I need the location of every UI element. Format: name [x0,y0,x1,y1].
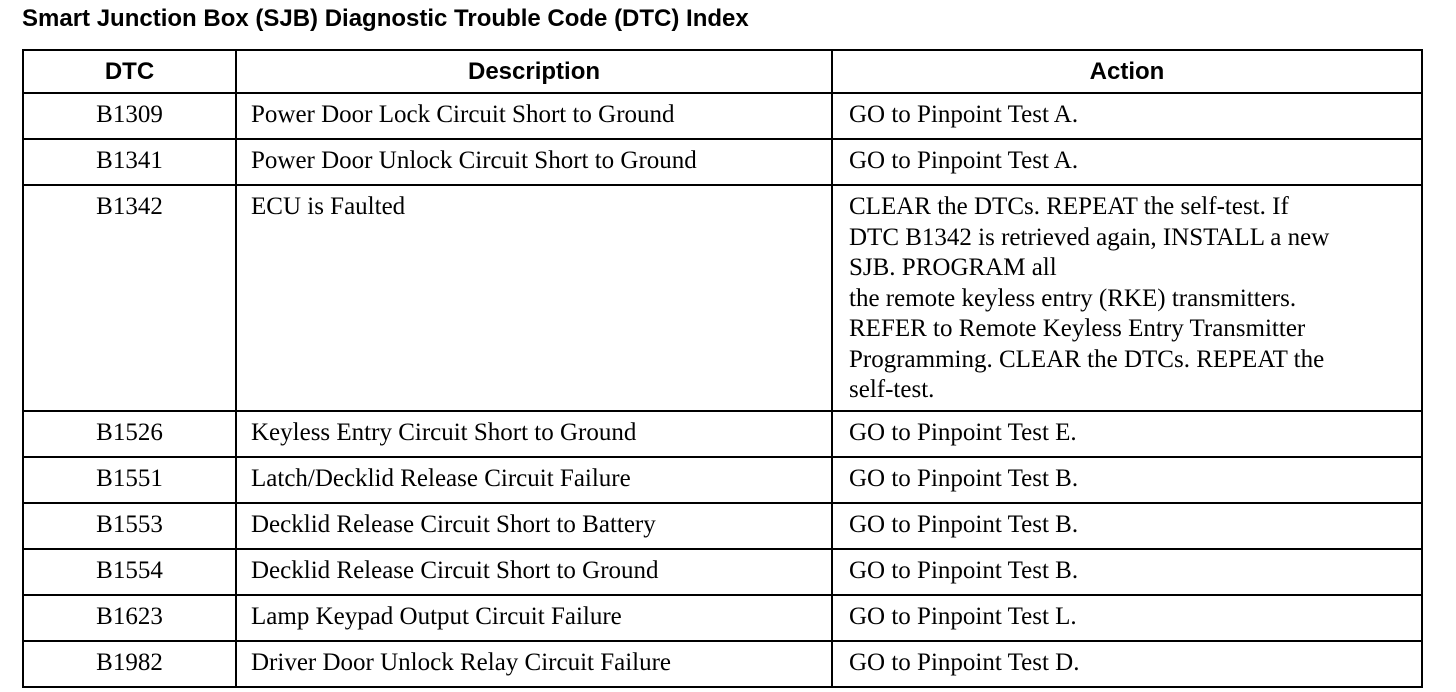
dtc-action: CLEAR the DTCs. REPEAT the self-test. If DTC B1342 is retrieved again, INSTALL a new SJB. PROGRAM all the remote keyless entry (RKE) transmitters. REFER to Remote Keyless Entry Transmitter Programming. CLEAR the DTCs. REPEAT the self-test. [832,185,1422,411]
header-dtc: DTC [23,50,236,93]
dtc-code: B1341 [23,139,236,185]
dtc-code: B1551 [23,457,236,503]
dtc-description: Driver Door Unlock Relay Circuit Failure [236,641,832,687]
dtc-code: B1554 [23,549,236,595]
dtc-description: Power Door Unlock Circuit Short to Ground [236,139,832,185]
dtc-description: Power Door Lock Circuit Short to Ground [236,93,832,139]
table-row [23,457,1422,503]
dtc-code: B1526 [23,411,236,457]
header-action: Action [832,50,1422,93]
dtc-index-table [22,49,1423,688]
table-row [23,595,1422,641]
dtc-action: GO to Pinpoint Test A. [832,139,1422,185]
dtc-action: GO to Pinpoint Test L. [832,595,1422,641]
dtc-action: GO to Pinpoint Test D. [832,641,1422,687]
table-row [23,503,1422,549]
table-header-row [23,50,1422,93]
table-row [23,641,1422,687]
dtc-action: GO to Pinpoint Test A. [832,93,1422,139]
dtc-description: Keyless Entry Circuit Short to Ground [236,411,832,457]
dtc-action: GO to Pinpoint Test B. [832,457,1422,503]
dtc-description: ECU is Faulted [236,185,832,411]
dtc-code: B1623 [23,595,236,641]
dtc-description: Latch/Decklid Release Circuit Failure [236,457,832,503]
dtc-action: GO to Pinpoint Test E. [832,411,1422,457]
dtc-description: Decklid Release Circuit Short to Battery [236,503,832,549]
dtc-code: B1309 [23,93,236,139]
page-title: Smart Junction Box (SJB) Diagnostic Trouble Code (DTC) Index [22,5,749,32]
dtc-action: GO to Pinpoint Test B. [832,503,1422,549]
dtc-description: Decklid Release Circuit Short to Ground [236,549,832,595]
table-row [23,139,1422,185]
dtc-code: B1553 [23,503,236,549]
dtc-code: B1342 [23,185,236,411]
table-row [23,549,1422,595]
dtc-code: B1982 [23,641,236,687]
table-row [23,411,1422,457]
table-row [23,93,1422,139]
dtc-action: GO to Pinpoint Test B. [832,549,1422,595]
dtc-description: Lamp Keypad Output Circuit Failure [236,595,832,641]
header-description: Description [236,50,832,93]
table-row [23,185,1422,411]
